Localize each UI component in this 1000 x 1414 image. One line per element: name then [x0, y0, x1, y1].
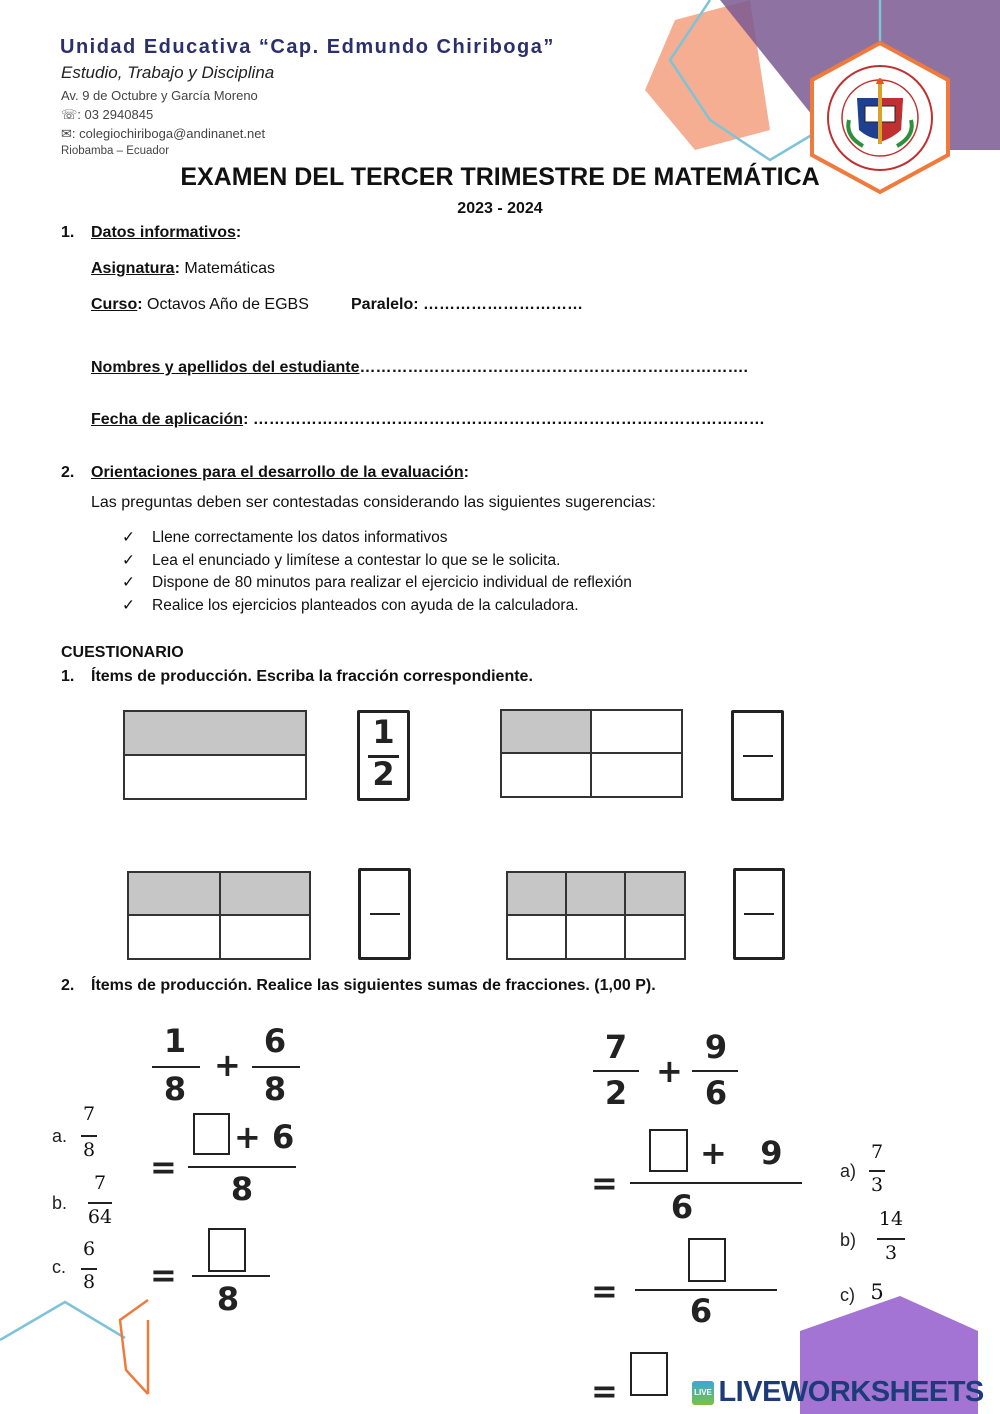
guideline-text: Llene correctamente los datos informativos	[152, 529, 448, 546]
left-d1: 8	[163, 1070, 187, 1108]
question2-number: 2.	[61, 977, 75, 994]
date-field[interactable]	[91, 411, 765, 429]
right-option-b-num: 14	[878, 1208, 904, 1230]
option-letter: c)	[840, 1285, 855, 1305]
section2-title: Orientaciones para el desarrollo de la evaluación	[91, 464, 464, 481]
section1-colon: :	[235, 224, 242, 241]
right-den-1: 6	[670, 1188, 694, 1226]
example-numerator: 1	[372, 713, 395, 751]
left-equals-2: =	[150, 1256, 177, 1294]
fraction-answer-box-3[interactable]	[358, 868, 411, 960]
questionnaire-heading: CUESTIONARIO	[61, 644, 184, 661]
school-email	[61, 126, 265, 142]
fraction-answer-example	[357, 710, 410, 801]
left-den-2: 8	[216, 1280, 240, 1318]
left-option-c[interactable]	[52, 1257, 66, 1278]
school-city: Riobamba – Ecuador	[61, 145, 170, 157]
left-option-b[interactable]	[52, 1193, 67, 1214]
left-option-b-num: 7	[93, 1172, 107, 1194]
school-name: Unidad Educativa “Cap. Edmundo Chiriboga”	[60, 36, 555, 58]
section1-heading	[61, 224, 241, 242]
parallel-dots: …………………………	[423, 296, 584, 313]
left-n2: 6	[263, 1022, 287, 1060]
option-letter: b.	[52, 1193, 68, 1213]
left-answer-box-1[interactable]	[193, 1113, 230, 1155]
check-icon: ✓	[122, 552, 135, 569]
guideline-text: Dispone de 80 minutos para realizar el ejercicio individual de reflexión	[152, 574, 632, 591]
right-den-2: 6	[689, 1292, 713, 1330]
right-answer-box-1[interactable]	[649, 1129, 688, 1172]
question1	[61, 668, 533, 686]
phone-text: : 03 2940845	[77, 107, 154, 122]
guideline-item-2	[122, 551, 560, 570]
left-option-a-den: 8	[82, 1139, 96, 1161]
school-motto: Estudio, Trabajo y Disciplina	[61, 63, 275, 82]
example-denominator: 2	[372, 755, 395, 793]
section2-intro: Las preguntas deben ser contestadas considerando las siguientes sugerencias:	[91, 494, 656, 511]
student-dots: ……………………………………………………………….	[359, 359, 748, 376]
left-answer-box-2[interactable]	[208, 1228, 246, 1272]
right-d2: 6	[704, 1074, 728, 1112]
right-option-b-den: 3	[884, 1242, 898, 1264]
right-option-c[interactable]	[840, 1285, 855, 1306]
right-option-a[interactable]	[840, 1161, 856, 1182]
exam-title: EXAMEN DEL TERCER TRIMESTRE DE MATEMÁTICA	[180, 163, 820, 191]
right-option-a-den: 3	[870, 1174, 884, 1196]
fraction-figure-3	[127, 871, 311, 960]
fraction-answer-box-2[interactable]	[731, 710, 784, 801]
email-text: : colegiochiriboga@andinanet.net	[71, 126, 266, 141]
fraction-figure-1	[123, 710, 307, 800]
right-option-c-value: 5	[870, 1280, 884, 1304]
right-plus-nine: + 9	[700, 1134, 783, 1172]
left-den-1: 8	[230, 1170, 254, 1208]
left-plus: +	[214, 1046, 241, 1084]
right-plus: +	[656, 1052, 683, 1090]
option-letter: a)	[840, 1161, 857, 1181]
section2-number: 2.	[61, 464, 75, 481]
question1-text: Ítems de producción. Escriba la fracción correspondiente.	[91, 668, 533, 685]
student-name-field[interactable]	[91, 359, 748, 377]
fraction-figure-2	[500, 709, 683, 798]
liveworksheets-watermark	[692, 1376, 984, 1408]
student-label: Nombres y apellidos del estudiante	[91, 359, 360, 376]
left-plus-six: + 6	[234, 1118, 295, 1156]
left-option-c-num: 6	[82, 1238, 96, 1260]
question1-number: 1.	[61, 668, 75, 685]
left-option-c-den: 8	[82, 1271, 96, 1293]
guideline-item-3	[122, 573, 632, 592]
section2-heading	[61, 464, 469, 482]
option-letter: b)	[840, 1230, 857, 1250]
section1-number: 1.	[61, 224, 75, 241]
liveworksheets-text: LIVEWORKSHEETS	[718, 1376, 984, 1408]
subject-value: Matemáticas	[179, 260, 276, 277]
subject-label: Asignatura	[91, 260, 175, 277]
right-equals-2: =	[591, 1272, 618, 1310]
subject-row: Asignatura: Matemáticas	[91, 260, 276, 277]
guideline-item-1	[122, 528, 448, 547]
parallel-label: Paralelo:	[351, 296, 424, 313]
question2	[61, 977, 656, 995]
check-icon: ✓	[122, 597, 135, 614]
right-equals-1: =	[591, 1164, 618, 1202]
left-option-a[interactable]	[52, 1126, 67, 1147]
school-phone	[61, 107, 153, 123]
right-option-a-num: 7	[870, 1141, 884, 1163]
decorative-shapes-bottom-left	[0, 1290, 160, 1414]
option-letter: a.	[52, 1126, 68, 1146]
left-d2: 8	[263, 1070, 287, 1108]
right-answer-box-3[interactable]	[630, 1352, 668, 1396]
section1-title: Datos informativos	[91, 224, 236, 241]
right-n1: 7	[604, 1028, 628, 1066]
check-icon: ✓	[122, 574, 135, 591]
guideline-text: Realice los ejercicios planteados con ayuda de la calculadora.	[152, 597, 579, 614]
fraction-figure-4	[506, 871, 686, 960]
right-answer-box-2[interactable]	[688, 1238, 726, 1282]
parallel-field[interactable]	[351, 296, 583, 314]
question2-text: Ítems de producción. Realice las siguientes sumas de fracciones. (1,00 P).	[91, 977, 656, 994]
guideline-item-4	[122, 596, 579, 615]
check-icon: ✓	[122, 529, 135, 546]
left-option-a-num: 7	[82, 1103, 96, 1125]
left-n1: 1	[163, 1022, 187, 1060]
course-value: Octavos Año de EGBS	[142, 296, 309, 313]
right-n2: 9	[704, 1028, 728, 1066]
right-equals-3: =	[591, 1372, 618, 1410]
option-letter: c.	[52, 1257, 67, 1277]
right-d1: 2	[604, 1074, 628, 1112]
course-row: Curso: Octavos Año de EGBS	[91, 296, 309, 313]
phone-icon: ☏	[61, 107, 78, 122]
liveworksheets-logo-icon: LIVE	[692, 1381, 714, 1405]
envelope-icon: ✉	[61, 126, 72, 141]
school-address: Av. 9 de Octubre y García Moreno	[61, 88, 258, 103]
guideline-text: Lea el enunciado y limítese a contestar lo que se le solicita.	[152, 552, 561, 569]
left-option-b-den: 64	[87, 1206, 113, 1228]
course-label: Curso	[91, 296, 138, 313]
section2-colon: :	[463, 464, 469, 481]
right-option-b[interactable]	[840, 1230, 856, 1251]
date-label: Fecha de aplicación	[91, 411, 244, 428]
exam-year: 2023 - 2024	[457, 200, 543, 217]
left-equals-1: =	[150, 1148, 177, 1186]
fraction-answer-box-4[interactable]	[733, 868, 785, 960]
date-dots: : ……………………………………………………………………………………	[243, 411, 765, 428]
